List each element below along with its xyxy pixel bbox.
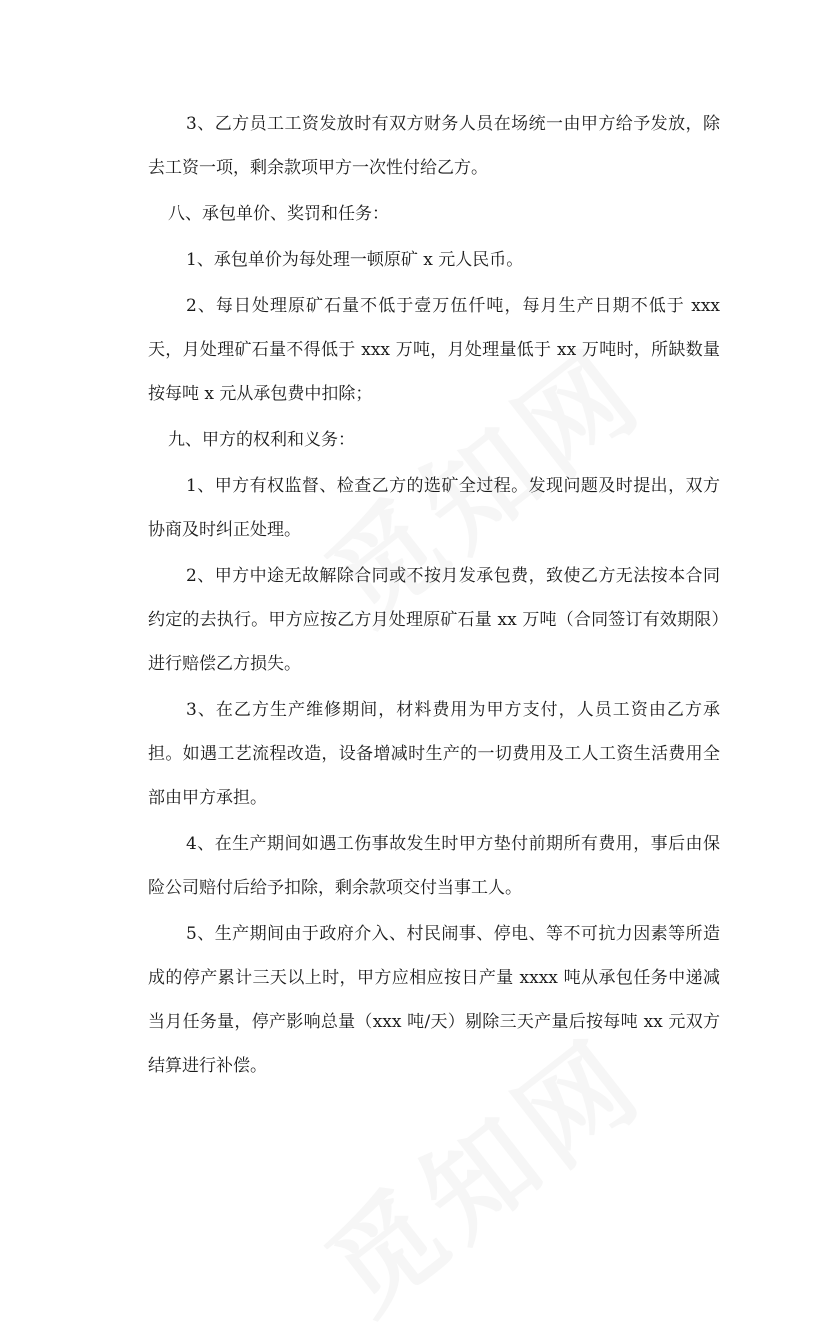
document-body xyxy=(148,102,720,1090)
paragraph: 2、甲方中途无故解除合同或不按月发承包费，致使乙方无法按本合同约定的去执行。甲方应按乙方月处理原矿石量 xx 万吨（合同签订有效期限）进行赔偿乙方损失。 xyxy=(148,566,720,674)
paragraph: 1、承包单价为每处理一顿原矿 x 元人民币。 xyxy=(186,250,524,270)
paragraph: 3、在乙方生产维修期间，材料费用为甲方支付，人员工资由乙方承担。如遇工艺流程改造，设备增减时生产的一切费用及工人工资生活费用全部由甲方承担。 xyxy=(148,700,720,808)
paragraph: 1、甲方有权监督、检查乙方的选矿全过程。发现问题及时提出，双方协商及时纠正处理。 xyxy=(148,476,720,540)
paragraph: 5、生产期间由于政府介入、村民闹事、停电、等不可抗力因素等所造成的停产累计三天以上时，甲方应相应按日产量 xxxx 吨从承包任务中递减当月任务量，停产影响总量（xxx 吨/天）剔除三天产量后按每吨 xx 元双方结算进行补偿。 xyxy=(148,924,720,1076)
paragraph: 3、乙方员工工资发放时有双方财务人员在场统一由甲方给予发放，除去工资一项，剩余款项甲方一次性付给乙方。 xyxy=(148,114,720,178)
paragraph: 4、在生产期间如遇工伤事故发生时甲方垫付前期所有费用，事后由保险公司赔付后给予扣除，剩余款项交付当事工人。 xyxy=(148,834,720,898)
section-heading: 九、甲方的权利和义务： xyxy=(168,430,355,450)
section-heading: 八、承包单价、奖罚和任务： xyxy=(168,204,389,224)
paragraph: 2、每日处理原矿石量不低于壹万伍仟吨，每月生产日期不低于 xxx 天，月处理矿石量不得低于 xxx 万吨，月处理量低于 xx 万吨时，所缺数量按每吨 x 元从承包费中扣除； xyxy=(148,296,720,404)
